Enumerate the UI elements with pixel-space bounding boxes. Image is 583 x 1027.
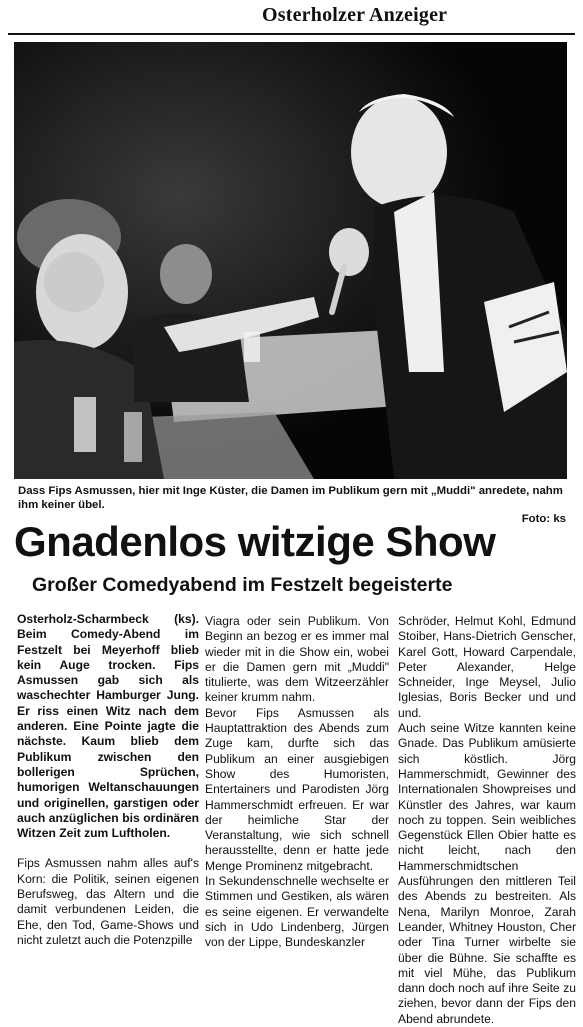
photo-caption-text: Dass Fips Asmussen, hier mit Inge Küster, die Damen im Publikum gern mit „Muddi" anredete, nahm ihm keiner übel. <box>18 485 563 511</box>
paragraph-4: Auch seine Witze kannten keine Gnade. Das Publikum amüsierte sich köstlich. Jörg Hammerschmidt, Gewinner des Internationalen Showpreises und Künstler des Jahres, war kaum noch zu toppen. Sein weibliches Gegenstück Ellen Obier hatte es nicht leicht, nach den Hammerschmidtschen Ausführungen den mittleren Teil des Abends zu bestreiten. Als Nena, Marilyn Monroe, Zarah Leander, Whitney Houston, Cher oder Tina Turner wirbelte sie über die Bühne. Sie schaffte es mit viel Mühe, das Publikum dann doch noch auf ihre Seite zu ziehen, bevor dann der Fips den Abend abrundete. <box>398 721 576 1026</box>
masthead-rule <box>8 33 575 35</box>
headline: Gnadenlos witzige Show <box>14 518 496 565</box>
article-column-2 <box>205 614 389 951</box>
lead-paragraph: Osterholz-Scharmbeck (ks). Beim Comedy-Abend im Festzelt bei Meyerhoff blieb kein Auge trocken. Fips Asmussen gab sich als waschechter Hamburger Jung. Er riss einen Witz nach dem anderen. Eine Pointe jagte die nächste. Kaum blieb dem Publikum zwischen den bollerigen Sprüchen, humorigen Weltanschauungen und originellen, garstigen oder auch anzüglichen bis ordinären Witzen Zeit zum Luftholen. <box>17 612 199 841</box>
article-column-1 <box>17 612 199 948</box>
paragraph-1: Fips Asmussen nahm alles auf's Korn: die Politik, seinen eigenen Berufsweg, das Altern und die damit verbundenen Leiden, die Ehe, den Tod, Game-Shows und nicht zuletzt auch die Potenzpille <box>17 856 199 947</box>
photo-credit: Foto: ks <box>521 513 566 525</box>
article-column-3 <box>398 614 576 1027</box>
subheadline: Großer Comedyabend im Festzelt begeisterte <box>32 574 453 596</box>
article-photo <box>14 42 567 479</box>
paragraph-continued: Viagra oder sein Publikum. Von Beginn an bezog er es immer mal wieder mit in die Show ein, wobei er die Damen gern mit „Muddi" titulierte, was dem Witzeerzähler keiner krumm nahm. <box>205 614 389 705</box>
paragraph-continued: Schröder, Helmut Kohl, Edmund Stoiber, Hans-Dietrich Genscher, Karel Gott, Howard Carpendale, Peter Alexander, Helge Schneider, Inge Meysel, Julio Iglesias, Boris Becker und und und. <box>398 614 576 720</box>
photo-illustration <box>14 42 567 479</box>
paragraph-3: In Sekundenschnelle wechselte er Stimmen und Gestiken, als wären es seine eigenen. Er verwandelte sich in Udo Lindenberg, Jürgen von der Lippe, Bundeskanzler <box>205 874 389 950</box>
newspaper-masthead: Osterholzer Anzeiger <box>262 4 448 26</box>
paragraph-2: Bevor Fips Asmussen als Hauptattraktion des Abends zum Zuge kam, durfte sich das Publikum an einer ausgiebigen Show des Humoristen, Entertainers und Parodisten Jörg Hammerschmidt erfreuen. Er war der heimliche Star der Veranstaltung, wie sich schnell herausstellte, denn er hatte jede Menge Prominenz mitgebracht. <box>205 705 389 873</box>
